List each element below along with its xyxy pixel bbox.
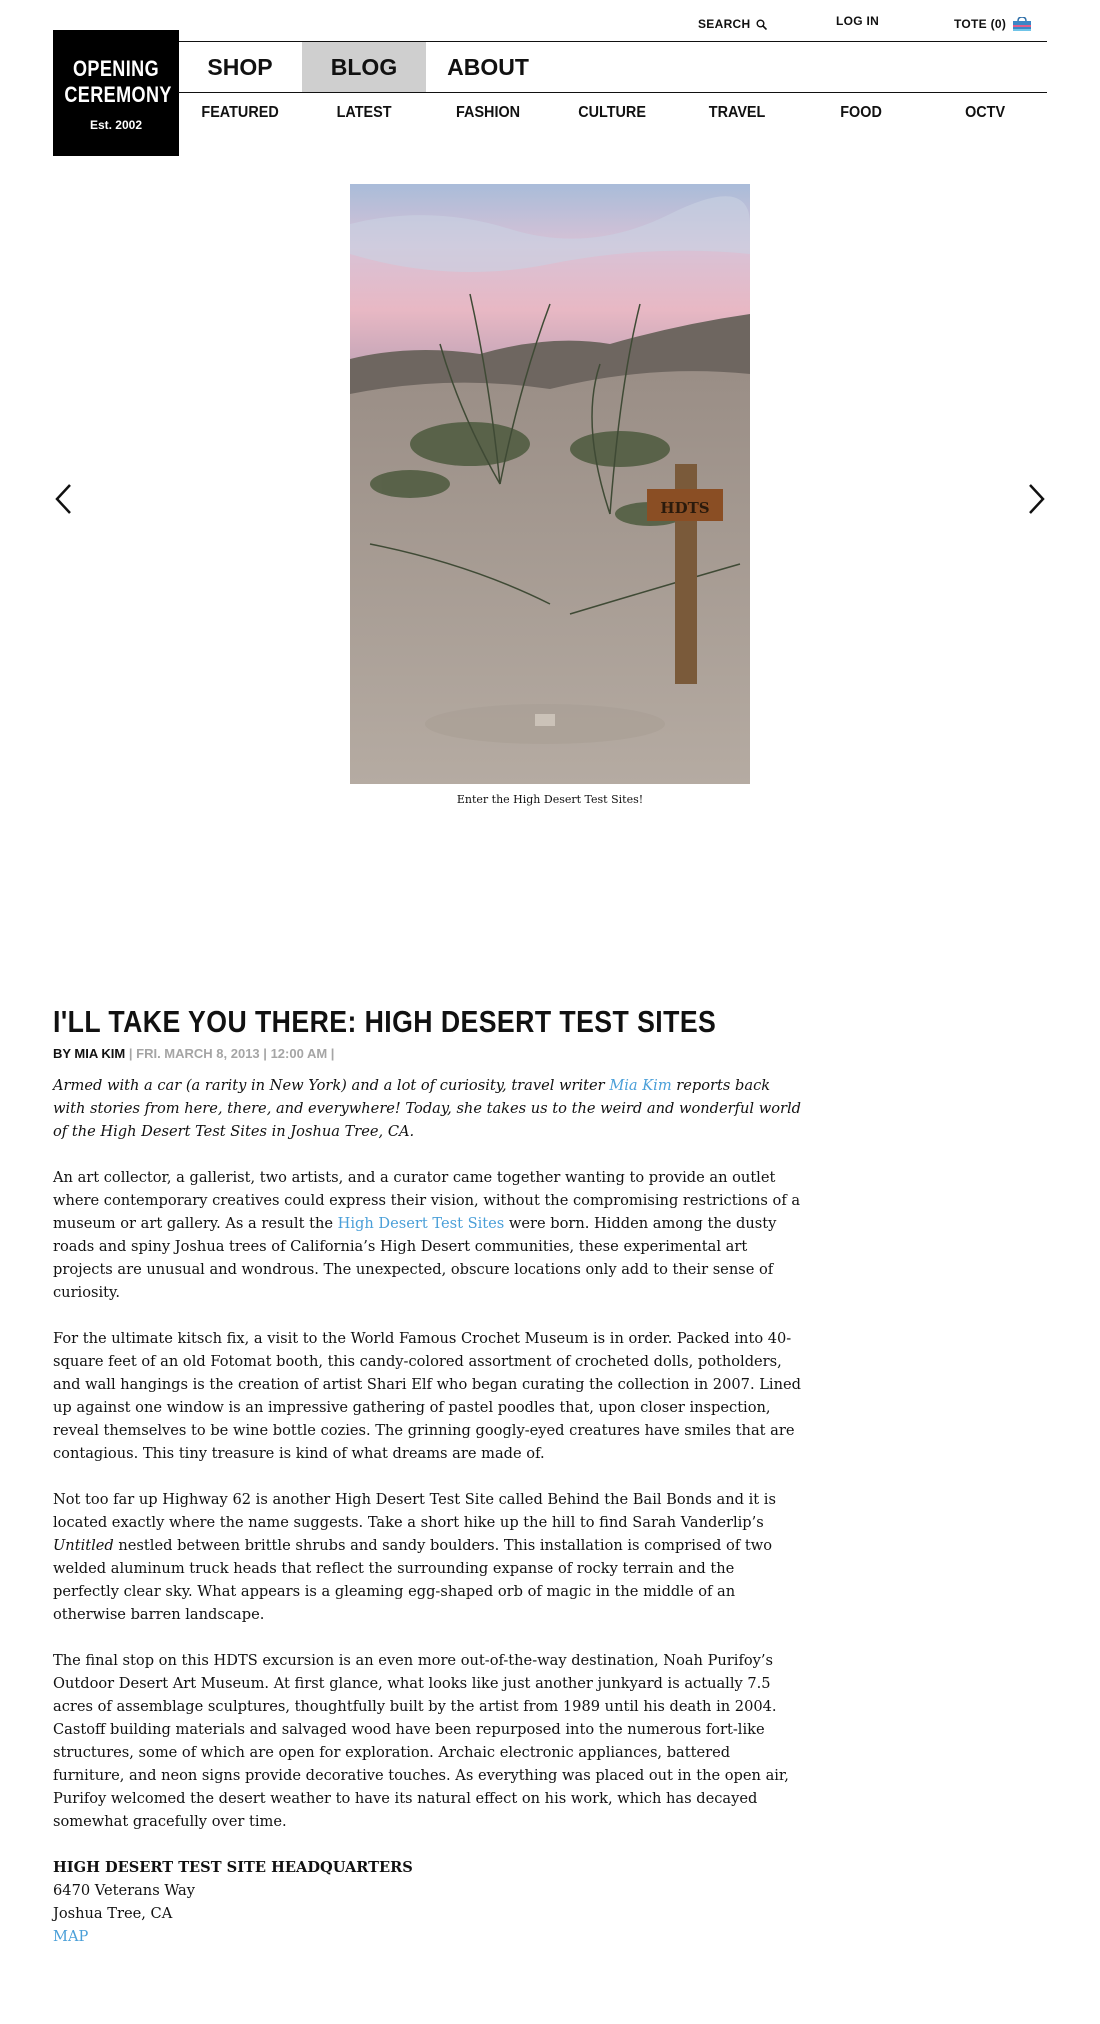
nav-shop[interactable]: SHOP xyxy=(207,54,273,80)
meta-separator: | xyxy=(128,1046,133,1061)
login-link[interactable]: LOG IN xyxy=(836,14,880,28)
nav-divider xyxy=(178,92,1047,93)
hq-city: Joshua Tree, CA xyxy=(53,1905,173,1922)
subnav-latest[interactable]: LATEST xyxy=(336,104,392,121)
slide-caption: Enter the High Desert Test Sites! xyxy=(456,793,644,806)
tote-bag-icon xyxy=(1012,17,1032,31)
article-title: I'LL TAKE YOU THERE: HIGH DESERT TEST SITES xyxy=(53,1004,717,1039)
hq-address xyxy=(53,1856,801,1948)
article-time: 12:00 AM xyxy=(270,1046,328,1061)
hdts-link[interactable]: High Desert Test Sites xyxy=(337,1215,505,1232)
meta-separator: | xyxy=(263,1046,267,1061)
meta-separator: | xyxy=(330,1046,335,1061)
slide-sign-text: HDTS xyxy=(660,499,710,517)
search-link[interactable] xyxy=(698,14,767,34)
slideshow-image xyxy=(350,184,750,784)
subnav-travel[interactable]: TRAVEL xyxy=(708,104,765,121)
previous-slide-arrow-icon[interactable] xyxy=(52,482,76,516)
site-logo[interactable] xyxy=(53,30,179,156)
subnav-culture[interactable]: CULTURE xyxy=(578,104,647,121)
article-intro: Armed with a car (a rarity in New York) and a lot of curiosity, travel writer Mia Kim reports back with stories from here, there, and everywhere! Today, she takes us to the weird and wonderful world of the High Desert Test Sites in Joshua Tree, CA. xyxy=(53,1077,801,1140)
logo-line-2: CEREMONY xyxy=(64,82,172,107)
nav-blog[interactable]: BLOG xyxy=(302,42,426,92)
article-body xyxy=(53,1074,801,1948)
nav-about[interactable]: ABOUT xyxy=(447,54,529,80)
subnav-fashion[interactable]: FASHION xyxy=(456,104,521,121)
article-meta xyxy=(53,1046,334,1061)
article-paragraph-1: An art collector, a gallerist, two artists, and a curator came together wanting to provide an outlet where contemporary creatives could express their vision, without the compromising restrictions of a museum or art gallery. As a result the High Desert Test Sites were born. Hidden among the dusty roads and spiny Joshua trees of California’s High Desert communities, these experimental art projects are unusual and wondrous. The unexpected, obscure locations only add to their sense of curiosity. xyxy=(53,1169,801,1301)
hq-title: HIGH DESERT TEST SITE HEADQUARTERS xyxy=(53,1859,413,1876)
article-paragraph-4: The final stop on this HDTS excursion is an even more out-of-the-way destination, Noah Purifoy’s Outdoor Desert Art Museum. At first glance, what looks like just another junkyard is actually 7.5 acres of assemblage sculptures, thoughtfully built by the artist from 1989 until his death in 2004. Castoff building materials and salvaged wood have been repurposed into the numerous fort-like structures, some of which are open for exploration. Archaic electronic appliances, battered furniture, and neon signs provide decorative touches. As everything was placed out in the open air, Purifoy welcomed the desert weather to have its natural effect on his work, which has decayed somewhat gracefully over time. xyxy=(53,1652,789,1830)
next-slide-arrow-icon[interactable] xyxy=(1024,482,1048,516)
article-paragraph-3: Not too far up Highway 62 is another High Desert Test Site called Behind the Bail Bonds and it is located exactly where the name suggests. Take a short hike up the hill to find Sarah Vanderlip’s Untitled nestled between brittle shrubs and sandy boulders. This installation is comprised of two welded aluminum truck heads that reflect the surrounding expanse of rocky terrain and the perfectly clear sky. What appears is a gleaming egg-shaped orb of magic in the middle of an otherwise barren landscape. xyxy=(53,1491,776,1623)
logo-established: Est. 2002 xyxy=(89,118,143,132)
tote-link[interactable] xyxy=(954,14,1032,34)
main-nav xyxy=(178,42,550,92)
search-icon xyxy=(756,19,767,30)
tote-label: TOTE (0) xyxy=(954,17,1007,31)
logo-line-1: OPENING xyxy=(72,56,160,81)
search-label: SEARCH xyxy=(698,17,751,31)
subnav-featured[interactable]: FEATURED xyxy=(201,104,279,121)
blog-category-nav xyxy=(178,98,1047,128)
hq-street: 6470 Veterans Way xyxy=(53,1882,195,1899)
article-byline[interactable]: BY MIA KIM xyxy=(53,1046,126,1061)
map-link[interactable]: MAP xyxy=(53,1928,89,1945)
article-paragraph-2: For the ultimate kitsch fix, a visit to the World Famous Crochet Museum is in order. Packed into 40-square feet of an old Fotomat booth, this candy-colored assortment of crocheted dolls, potholders, and wall hangings is the creation of artist Shari Elf who began curating the collection in 2007. Lined up against one window is an impressive gathering of pastel poodles that, upon closer inspection, reveal themselves to be wine bottle cozies. The grinning googly-eyed creatures have smiles that are contagious. This tiny treasure is kind of what dreams are made of. xyxy=(53,1330,801,1462)
subnav-food[interactable]: FOOD xyxy=(839,104,882,121)
subnav-octv[interactable]: OCTV xyxy=(964,104,1005,121)
article-date: FRI. MARCH 8, 2013 xyxy=(136,1046,260,1061)
author-link[interactable]: Mia Kim xyxy=(609,1077,672,1094)
